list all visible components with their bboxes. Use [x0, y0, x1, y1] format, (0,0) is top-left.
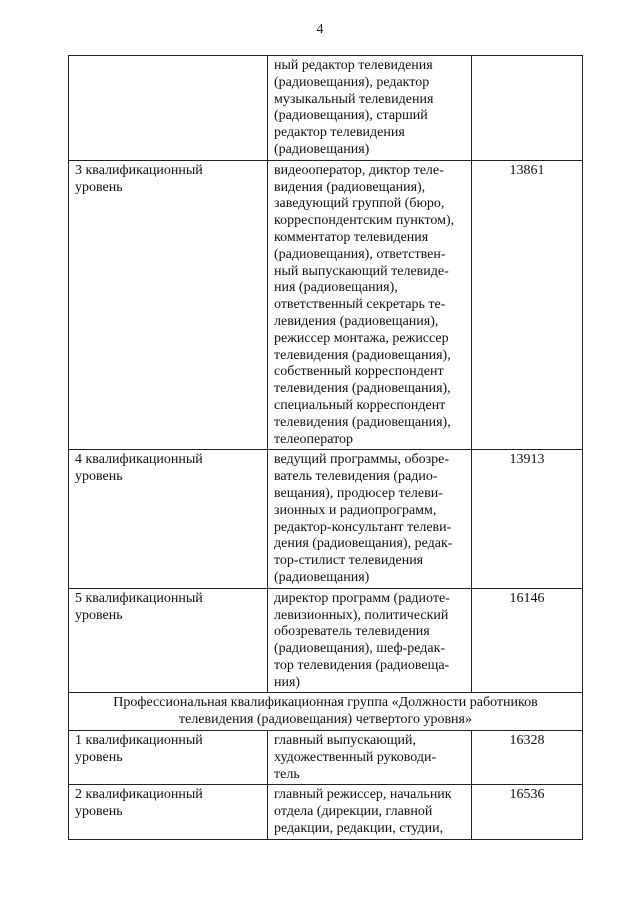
table-row [69, 785, 583, 839]
table-row [69, 160, 583, 450]
positions-cell: ведущий программы, обозре- ватель телевидения (радио- вещания), продюсер телеви- зионных и радиопрограмм, редактор-консультант телеви- дения (радиовещания), редак- тор-стилист телевидения (радиовещания) [268, 450, 472, 588]
positions-cell: главный режиссер, начальник отдела (дирекции, главной редакции, редакции, студии, [268, 785, 472, 839]
group-heading: Профессиональная квалификационная группа «Должности работников телевидения (радиовещания) четвертого уровня» [69, 693, 583, 731]
page-number: 4 [316, 22, 324, 37]
level-cell [69, 56, 268, 161]
group-heading-row [69, 693, 583, 731]
positions-cell: директор программ (радиоте- левизионных), политический обозреватель телевидения (радиовещания), шеф-редак- тор телевидения (радиовеща- ния) [268, 588, 472, 693]
level-cell: 3 квалификационный уровень [69, 160, 268, 450]
positions-cell: видеооператор, диктор теле- видения (радиовещания), заведующий группой (бюро, корреспондентским пунктом), комментатор телевидения (радиовещания), ответствен- ный выпускающий телевиде- ния (радиовещания), ответственный секретарь те- левидения (радиовещания), режиссер монтажа, режиссер телевидения (радиовещания), собственный корреспондент телевидения (радиовещания), специальный корреспондент телевидения (радиовещания), телеоператор [268, 160, 472, 450]
table-row [69, 450, 583, 588]
level-cell: 2 квалификационный уровень [69, 785, 268, 839]
salary-cell: 13861 [472, 160, 583, 450]
salary-cell: 13913 [472, 450, 583, 588]
level-cell: 4 квалификационный уровень [69, 450, 268, 588]
table-row [69, 588, 583, 693]
salary-table [68, 55, 583, 840]
positions-cell: ный редактор телевидения (радиовещания), редактор музыкальный телевидения (радиовещания), старший редактор телевидения (радиовещания) [268, 56, 472, 161]
level-cell: 5 квалификационный уровень [69, 588, 268, 693]
table-row [69, 731, 583, 785]
table-row [69, 56, 583, 161]
positions-cell: главный выпускающий, художественный руководи- тель [268, 731, 472, 785]
salary-cell: 16328 [472, 731, 583, 785]
salary-cell: 16536 [472, 785, 583, 839]
salary-cell: 16146 [472, 588, 583, 693]
level-cell: 1 квалификационный уровень [69, 731, 268, 785]
salary-cell [472, 56, 583, 161]
